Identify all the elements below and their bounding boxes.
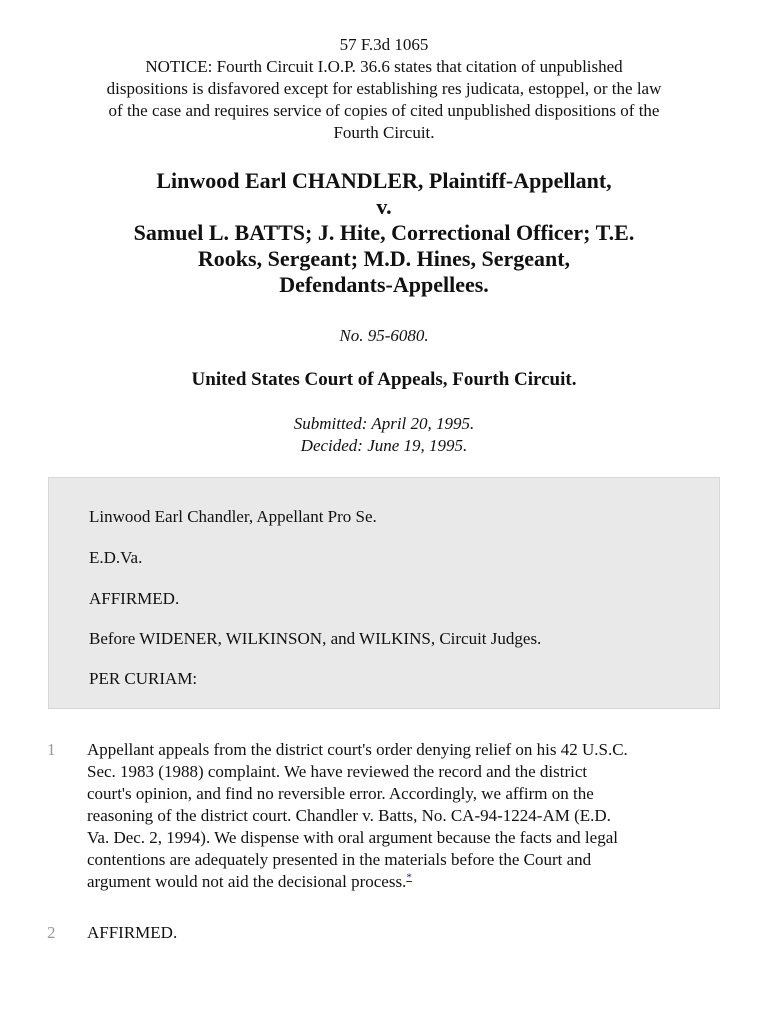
case-parties — [40, 168, 728, 298]
docket-number: No. 95-6080. — [339, 326, 429, 345]
party-line: Samuel L. BATTS; J. Hite, Correctional Officer; T.E. — [133, 220, 635, 245]
paragraph-last-line — [87, 871, 727, 893]
counsel-line: Linwood Earl Chandler, Appellant Pro Se. — [89, 507, 377, 526]
paragraph-line: argument would not aid the decisional process. — [87, 872, 407, 891]
footnote-link[interactable]: * — [406, 871, 412, 884]
case-metadata-box — [48, 477, 720, 709]
case-dates — [40, 413, 728, 457]
notice-line: Fourth Circuit. — [333, 123, 435, 142]
paragraph-text — [87, 922, 727, 944]
party-line: v. — [376, 194, 392, 219]
paragraph-line: AFFIRMED. — [87, 923, 178, 942]
per-curiam-line: PER CURIAM: — [89, 669, 198, 688]
decided-date: Decided: June 19, 1995. — [300, 436, 468, 455]
paragraph-line: reasoning of the district court. Chandler v. Batts, No. CA-94-1224-AM (E.D. — [87, 806, 611, 825]
paragraph-number: 1 — [47, 740, 56, 759]
paragraph-line: court's opinion, and find no reversible error. Accordingly, we affirm on the — [87, 784, 594, 803]
paragraph-line: contentions are adequately presented in the materials before the Court and — [87, 850, 592, 869]
paragraph-line: Va. Dec. 2, 1994). We dispense with oral argument because the facts and legal — [87, 828, 618, 847]
party-line: Rooks, Sergeant; M.D. Hines, Sergeant, — [197, 246, 571, 271]
case-header — [40, 34, 728, 144]
panel-line: Before WIDENER, WILKINSON, and WILKINS, Circuit Judges. — [89, 629, 542, 648]
party-line: Linwood Earl CHANDLER, Plaintiff-Appellant, — [156, 168, 612, 193]
notice-line: of the case and requires service of copies of cited unpublished dispositions of the — [108, 101, 660, 120]
party-line: Defendants-Appellees. — [279, 272, 489, 297]
paragraph-number: 2 — [47, 923, 56, 942]
submitted-date: Submitted: April 20, 1995. — [293, 414, 475, 433]
notice-line: NOTICE: Fourth Circuit I.O.P. 36.6 states that citation of unpublished — [145, 57, 623, 76]
paragraph-line: Sec. 1983 (1988) complaint. We have reviewed the record and the district — [87, 762, 588, 781]
case-citation: 57 F.3d 1065 — [339, 35, 429, 54]
disposition-line: AFFIRMED. — [89, 589, 180, 608]
notice-line: dispositions is disfavored except for establishing res judicata, estoppel, or the law — [106, 79, 662, 98]
court-name: United States Court of Appeals, Fourth Circuit. — [191, 369, 577, 390]
district-line: E.D.Va. — [89, 548, 143, 567]
paragraph-line: Appellant appeals from the district court's order denying relief on his 42 U.S.C. — [87, 740, 628, 759]
paragraph-text — [87, 739, 727, 893]
